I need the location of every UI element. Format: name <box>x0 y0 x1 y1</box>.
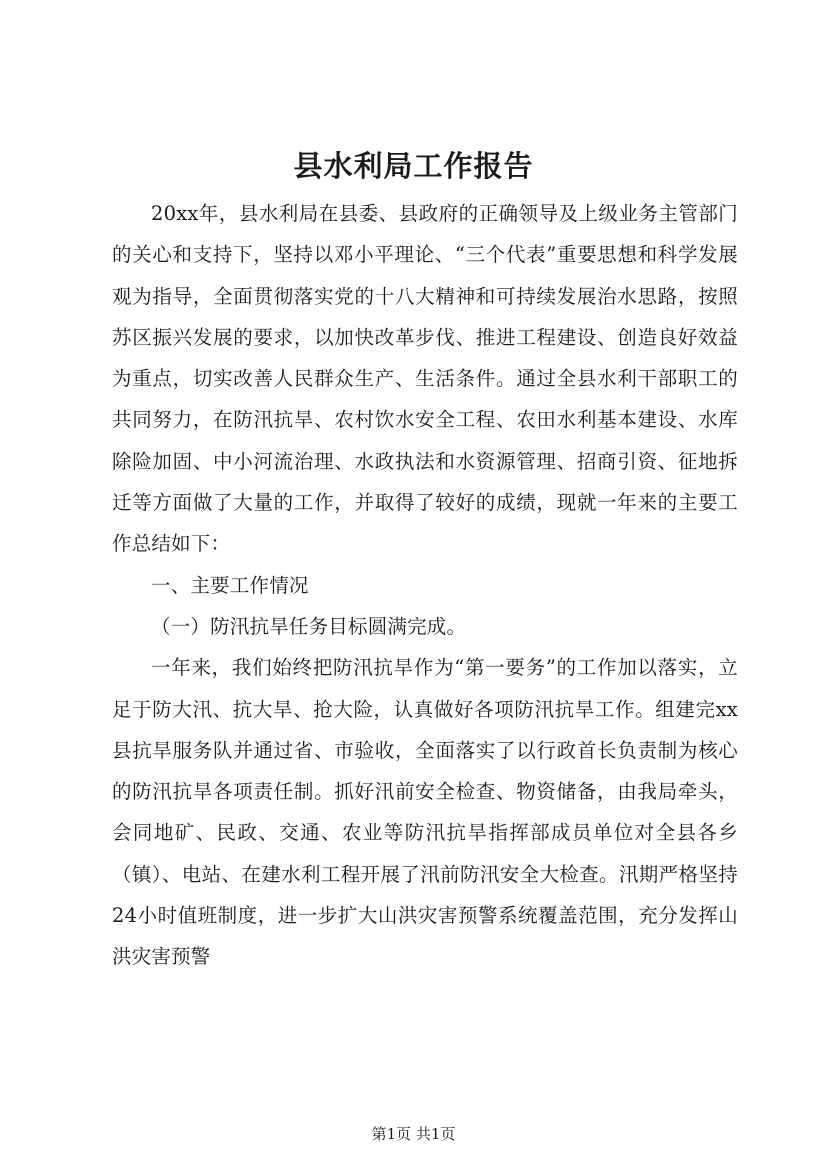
page-footer: 第1页 共1页 <box>371 1125 456 1143</box>
body-paragraph: 一年来，我们始终把防汛抗旱作为“第一要务”的工作加以落实，立足于防大汛、抗大旱、抢大险，认真做好各项防汛抗旱工作。组建完xx县抗旱服务队并通过省、市验收，全面落实了以行政首长负责制为核心的防汛抗旱各项责任制。抓好汛前安全检查、物资储备，由我局牵头，会同地矿、民政、交通、农业等防汛抗旱指挥部成员单位对全县各乡（镇）、电站、在建水利工程开展了汛前防汛安全大检查。汛期严格坚持24小时值班制度，进一步扩大山洪灾害预警系统覆盖范围，充分发挥山洪灾害预警 <box>112 656 738 969</box>
document-body <box>112 193 738 978</box>
section-heading: 一、主要工作情况 <box>151 573 309 597</box>
subsection-heading: （一）防汛抗旱任务目标圆满完成。 <box>151 614 467 638</box>
intro-paragraph: 20xx年，县水利局在县委、县政府的正确领导及上级业务主管部门的关心和支持下，坚持以邓小平理论、“三个代表”重要思想和科学发展观为指导，全面贯彻落实党的十八大精神和可持续发展治水思路，按照苏区振兴发展的要求，以加快改革步伐、推进工程建设、创造良好效益为重点，切实改善人民群众生产、生活条件。通过全县水利干部职工的共同努力，在防汛抗旱、农村饮水安全工程、农田水利基本建设、水库除险加固、中小河流治理、水政执法和水资源管理、招商引资、征地拆迁等方面做了大量的工作，并取得了较好的成绩，现就一年来的主要工作总结如下： <box>112 202 738 556</box>
document-title: 县水利局工作报告 <box>293 149 534 183</box>
